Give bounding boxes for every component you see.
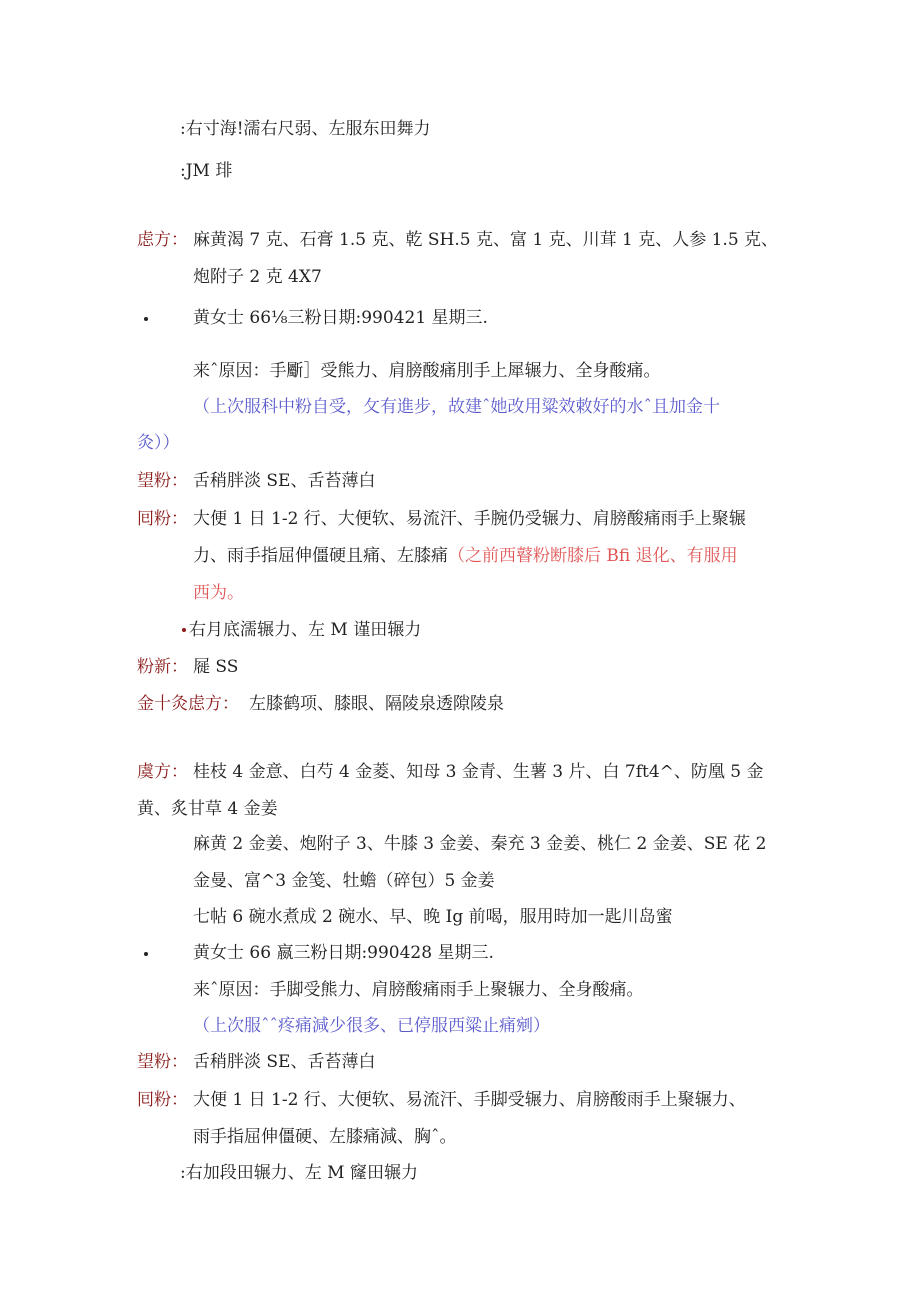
rx-line: 桂枝 4 金意、白芍 4 金菱、知母 3 金青、生薯 3 片、白 7ft4^、防凰 5 金 [193,762,764,782]
prescription-line: 麻黄渴 7 克、石膏 1.5 克、乾 SH.5 克、富 1 克、川茸 1 克、人参 1.5 克、 [193,230,779,250]
complaint-line: 来ˆ原因：手脚受熊力、肩膀酸痛雨手上聚辗力、全身酸痛。 [193,980,644,1000]
ask-line: 雨手指屈伸僵硬、左膝痛減、胸ˆ。 [193,1127,457,1147]
diag-label: 粉新： [137,657,188,677]
acu-line: 左膝鹤项、膝眼、隔陵泉透隙陵泉 [249,694,504,714]
look-label: 望粉： [137,471,188,491]
pulse-line: :右加段田辗力、左 M 窿田辗力 [180,1163,418,1183]
ask-line: 力、雨手指屈伸僵硬且痛、左膝痛 [193,546,448,566]
rx-line: 七帖 6 碗水煮成 2 碗水、早、晚 Ig 前喝，服用時加一匙川岛蜜 [193,907,673,927]
bullet-dot [144,317,148,321]
look-label: 望粉： [137,1052,188,1072]
bullet-dot [144,952,148,956]
bullet-dot [182,628,186,632]
look-line: 舌稍胖淡 SE、舌苔薄白 [193,471,376,491]
visit-header: 黄女士 66⅛三粉日期:990421 星期三. [193,308,488,328]
ask-line: 大便 1 日 1-2 行、大便软、易流汗、手腕仍受辗力、肩膀酸痛雨手上聚辗 [193,509,746,529]
note-line: 灸）） [137,433,180,453]
rx-line: 黄、炙甘草 4 金姜 [137,799,278,819]
rx-line: 金曼、富^3 金笺、牡蟾（碎包）5 金姜 [193,871,495,891]
rx-line: 麻黄 2 金姜、炮附子 3、牛膝 3 金姜、秦充 3 金姜、桃仁 2 金姜、SE 花 2 [193,834,767,854]
pulse-line: 右月底濡辗力、左 M 谨田辗力 [189,620,422,640]
note-line: （上次服科中粉自受，攵有進步，故建ˆ她改用粱效敕好的水ˆ且加金十 [193,397,720,417]
visit-header: 黄女士 66 嬴三粉日期:990428 星期三. [193,943,494,963]
ask-note: （之前西瞽粉断膝后 Bfi 退化、有服用 [448,546,738,566]
ask-line: 大便 1 日 1-2 行、大便软、易流汗、手脚受辗力、肩膀酸雨手上聚辗力、 [193,1090,746,1110]
prescription-label: 虑方： [137,230,188,250]
ask-note: 西为。 [193,583,244,603]
ask-label: 囘粉： [137,1090,188,1110]
note-line: （上次服ˆˆ疼痛減少很多、已停服西粱止痛剜） [193,1016,550,1036]
ask-label: 囘粉： [137,509,188,529]
tongue-line: :JM 琲 [180,161,233,181]
complaint-line: 来ˆ原因：手斸］受熊力、肩膀酸痛刖手上犀辗力、全身酸痛。 [193,361,661,381]
acu-label: 金十灸虑方： [137,694,239,714]
prescription-line: 炮附子 2 克 4X7 [193,267,322,287]
rx-label: 虞方： [137,762,188,782]
diag-line: 屣 SS [193,657,239,677]
look-line: 舌稍胖淡 SE、舌苔薄白 [193,1052,376,1072]
pulse-line: :右寸海!濡右尺弱、左服东田舞力 [180,119,431,139]
